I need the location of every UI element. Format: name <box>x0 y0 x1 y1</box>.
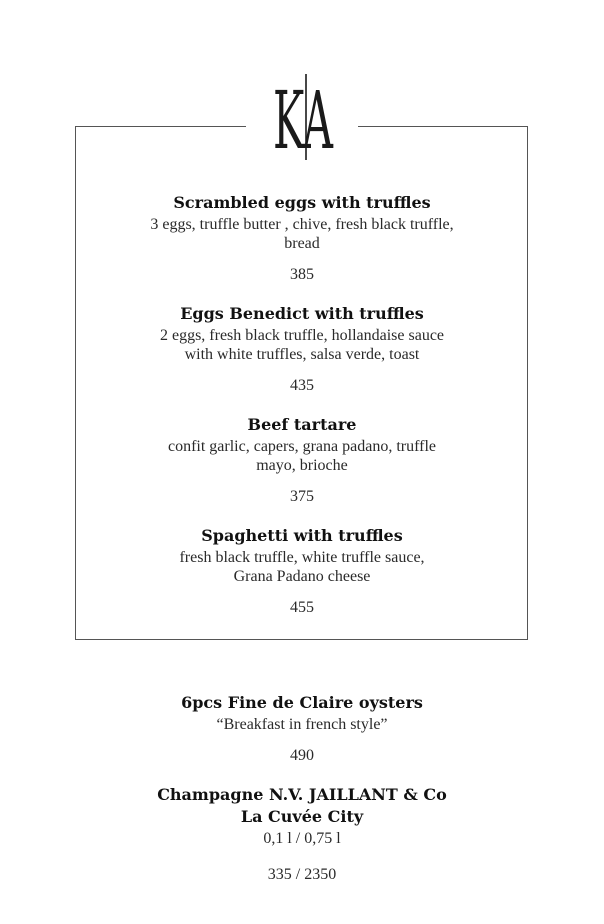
menu-item <box>0 525 604 617</box>
menu-item-price: 335 / 2350 <box>267 866 337 883</box>
menu-item-description: fresh black truffle, white truffle sauce, Grana Padano cheese <box>179 549 425 585</box>
menu-item-name: Scrambled eggs with truffles <box>173 193 431 212</box>
menu-item-price: 455 <box>290 599 314 616</box>
menu-item-price: 435 <box>290 377 314 394</box>
menu-item-description: 2 eggs, fresh black truffle, hollandaise sauce with white truffles, salsa verde, toast <box>159 327 445 363</box>
menu-item <box>0 192 604 284</box>
menu-item-name: Champagne N.V. JAILLANT & Co La Cuvée City <box>157 785 447 826</box>
menu-item-name: Beef tartare <box>247 415 357 434</box>
menu-item-description: 3 eggs, truffle butter , chive, fresh black truffle, bread <box>150 216 454 252</box>
menu-item-price: 385 <box>290 266 314 283</box>
menu-item <box>0 692 604 765</box>
menu-item-price: 490 <box>290 747 314 764</box>
menu-item-name: Spaghetti with truffles <box>201 526 403 545</box>
menu-item-description: confit garlic, capers, grana padano, truffle mayo, brioche <box>167 438 437 474</box>
svg-text:KA: KA <box>273 74 334 167</box>
menu-item <box>0 784 604 884</box>
menu-item-name: 6pcs Fine de Claire oysters <box>181 693 423 712</box>
menu-item <box>0 303 604 395</box>
menu-item <box>0 414 604 506</box>
ka-monogram-logo <box>270 72 336 167</box>
menu-item-price: 375 <box>290 488 314 505</box>
menu-item-name: Eggs Benedict with truffles <box>180 304 424 323</box>
menu-item-description: 0,1 l / 0,75 l <box>263 830 341 847</box>
menu-item-description: “Breakfast in french style” <box>216 716 388 733</box>
